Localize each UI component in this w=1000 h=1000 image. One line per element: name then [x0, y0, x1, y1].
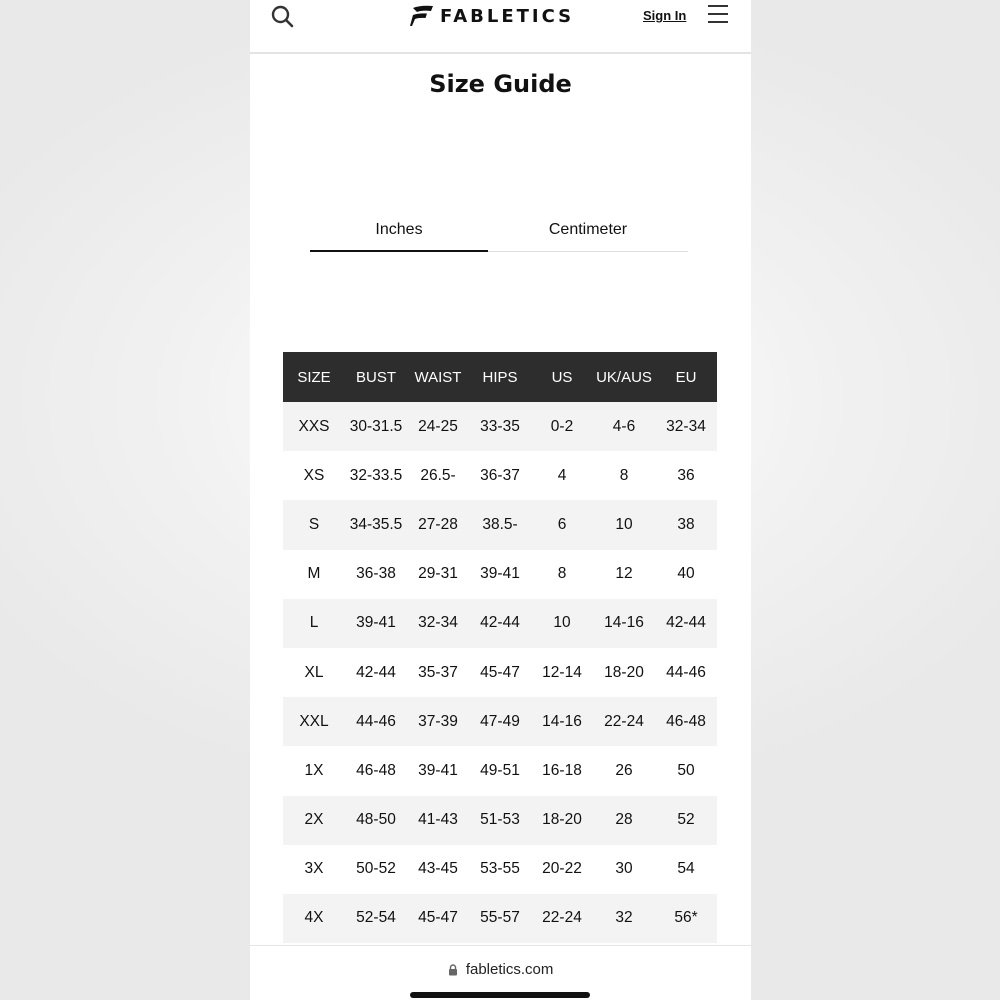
table-cell: 42-44 — [666, 614, 706, 632]
fabletics-logo-icon — [410, 5, 434, 27]
table-cell: 14-16 — [542, 712, 582, 730]
home-indicator[interactable] — [410, 992, 590, 998]
table-row — [283, 746, 717, 795]
table-cell: 45-47 — [480, 663, 520, 681]
table-cell: 0-2 — [550, 417, 574, 435]
table-cell: 52 — [677, 811, 695, 829]
table-cell: XXS — [298, 417, 330, 435]
table-cell: 38.5- — [482, 515, 518, 533]
table-cell: 54 — [677, 860, 695, 878]
sign-in-link[interactable]: Sign In — [643, 8, 687, 23]
table-cell: 36-37 — [480, 466, 520, 484]
table-cell: 45-47 — [418, 909, 458, 927]
table-cell: 20-22 — [542, 860, 582, 878]
column-header: HIPS — [482, 368, 518, 386]
table-cell: 39-41 — [480, 565, 520, 583]
table-cell: 4-6 — [612, 417, 636, 435]
table-cell: 32-33.5 — [349, 466, 403, 484]
table-cell: 46-48 — [666, 712, 706, 730]
table-row — [283, 402, 717, 451]
table-cell: 8 — [619, 466, 629, 484]
table-cell: 2X — [304, 811, 324, 829]
table-cell: 36 — [677, 466, 695, 484]
table-cell: 32-34 — [666, 417, 706, 435]
table-cell: 12 — [615, 565, 633, 583]
table-row — [283, 648, 717, 697]
table-row — [283, 550, 717, 599]
unit-tabs — [310, 210, 690, 252]
table-cell: 50-52 — [356, 860, 396, 878]
url-display[interactable] — [250, 961, 751, 978]
table-cell: 24-25 — [418, 417, 458, 435]
table-cell: 39-41 — [418, 761, 458, 779]
size-table — [283, 352, 717, 943]
table-cell: 18-20 — [604, 663, 644, 681]
table-cell: 1X — [304, 761, 324, 779]
table-row — [283, 451, 717, 500]
table-cell: 40 — [677, 565, 695, 583]
hamburger-menu-icon — [708, 5, 728, 23]
table-cell: XS — [303, 466, 325, 484]
table-cell: 4X — [304, 909, 324, 927]
table-cell: S — [308, 515, 320, 533]
search-button[interactable] — [270, 4, 296, 30]
table-header — [283, 352, 717, 402]
table-row — [283, 697, 717, 746]
table-cell: 30-31.5 — [349, 417, 403, 435]
brand-name: FABLETICS — [440, 5, 575, 27]
table-cell: 32 — [615, 909, 633, 927]
table-cell: 36-38 — [356, 565, 396, 583]
table-cell: 18-20 — [542, 811, 582, 829]
browser-address-bar[interactable] — [250, 945, 751, 1000]
table-cell: 22-24 — [604, 712, 644, 730]
table-cell: 47-49 — [480, 712, 520, 730]
table-cell: 34-35.5 — [349, 515, 403, 533]
table-cell: 4 — [557, 466, 567, 484]
table-cell: 44-46 — [356, 712, 396, 730]
table-cell: 41-43 — [418, 811, 458, 829]
table-row — [283, 599, 717, 648]
tab-inches[interactable]: Inches — [310, 210, 488, 252]
table-cell: XXL — [299, 712, 329, 730]
table-row — [283, 796, 717, 845]
column-header: UK/AUS — [596, 368, 652, 386]
url-text: fabletics.com — [465, 961, 554, 978]
table-cell: 49-51 — [480, 761, 520, 779]
table-cell: 56* — [674, 909, 698, 927]
table-cell: 22-24 — [542, 909, 582, 927]
table-cell: 44-46 — [666, 663, 706, 681]
table-cell: M — [307, 565, 321, 583]
table-cell: 42-44 — [480, 614, 520, 632]
table-row — [283, 845, 717, 894]
column-header: EU — [675, 368, 697, 386]
table-cell: 38 — [677, 515, 695, 533]
table-cell: 14-16 — [604, 614, 644, 632]
table-cell: XL — [304, 663, 324, 681]
tab-centimeter[interactable]: Centimeter — [488, 210, 688, 252]
page-title: Size Guide — [429, 70, 572, 98]
table-cell: 10 — [615, 515, 633, 533]
table-cell: 51-53 — [480, 811, 520, 829]
phone-screen — [250, 0, 751, 1000]
column-header: SIZE — [297, 368, 331, 386]
table-cell: 10 — [553, 614, 571, 632]
table-cell: 26 — [615, 761, 633, 779]
table-row — [283, 500, 717, 549]
table-cell: 52-54 — [356, 909, 396, 927]
table-cell: 37-39 — [418, 712, 458, 730]
table-cell: 48-50 — [356, 811, 396, 829]
table-cell: 6 — [557, 515, 567, 533]
table-cell: 46-48 — [356, 761, 396, 779]
table-cell: 33-35 — [480, 417, 520, 435]
table-cell: 39-41 — [356, 614, 396, 632]
table-cell: 28 — [615, 811, 633, 829]
table-cell: 29-31 — [418, 565, 458, 583]
table-cell: 55-57 — [480, 909, 520, 927]
table-cell: 30 — [615, 860, 633, 878]
column-header: BUST — [355, 368, 396, 386]
table-cell: 43-45 — [418, 860, 458, 878]
column-header: US — [551, 368, 573, 386]
table-cell: 27-28 — [418, 515, 458, 533]
table-cell: 12-14 — [542, 663, 582, 681]
table-cell: 26.5- — [420, 466, 456, 484]
lock-icon — [448, 964, 458, 976]
table-row — [283, 894, 717, 943]
table-cell: 42-44 — [356, 663, 396, 681]
table-cell: L — [309, 614, 319, 632]
table-cell: 8 — [557, 565, 567, 583]
table-cell: 32-34 — [418, 614, 458, 632]
brand-logo[interactable] — [410, 4, 574, 28]
search-icon — [270, 4, 296, 30]
column-header: WAIST — [414, 368, 462, 386]
table-cell: 50 — [677, 761, 695, 779]
table-cell: 53-55 — [480, 860, 520, 878]
menu-button[interactable] — [708, 5, 728, 25]
table-cell: 16-18 — [542, 761, 582, 779]
site-header — [250, 0, 751, 54]
table-cell: 35-37 — [418, 663, 458, 681]
table-cell: 3X — [304, 860, 324, 878]
